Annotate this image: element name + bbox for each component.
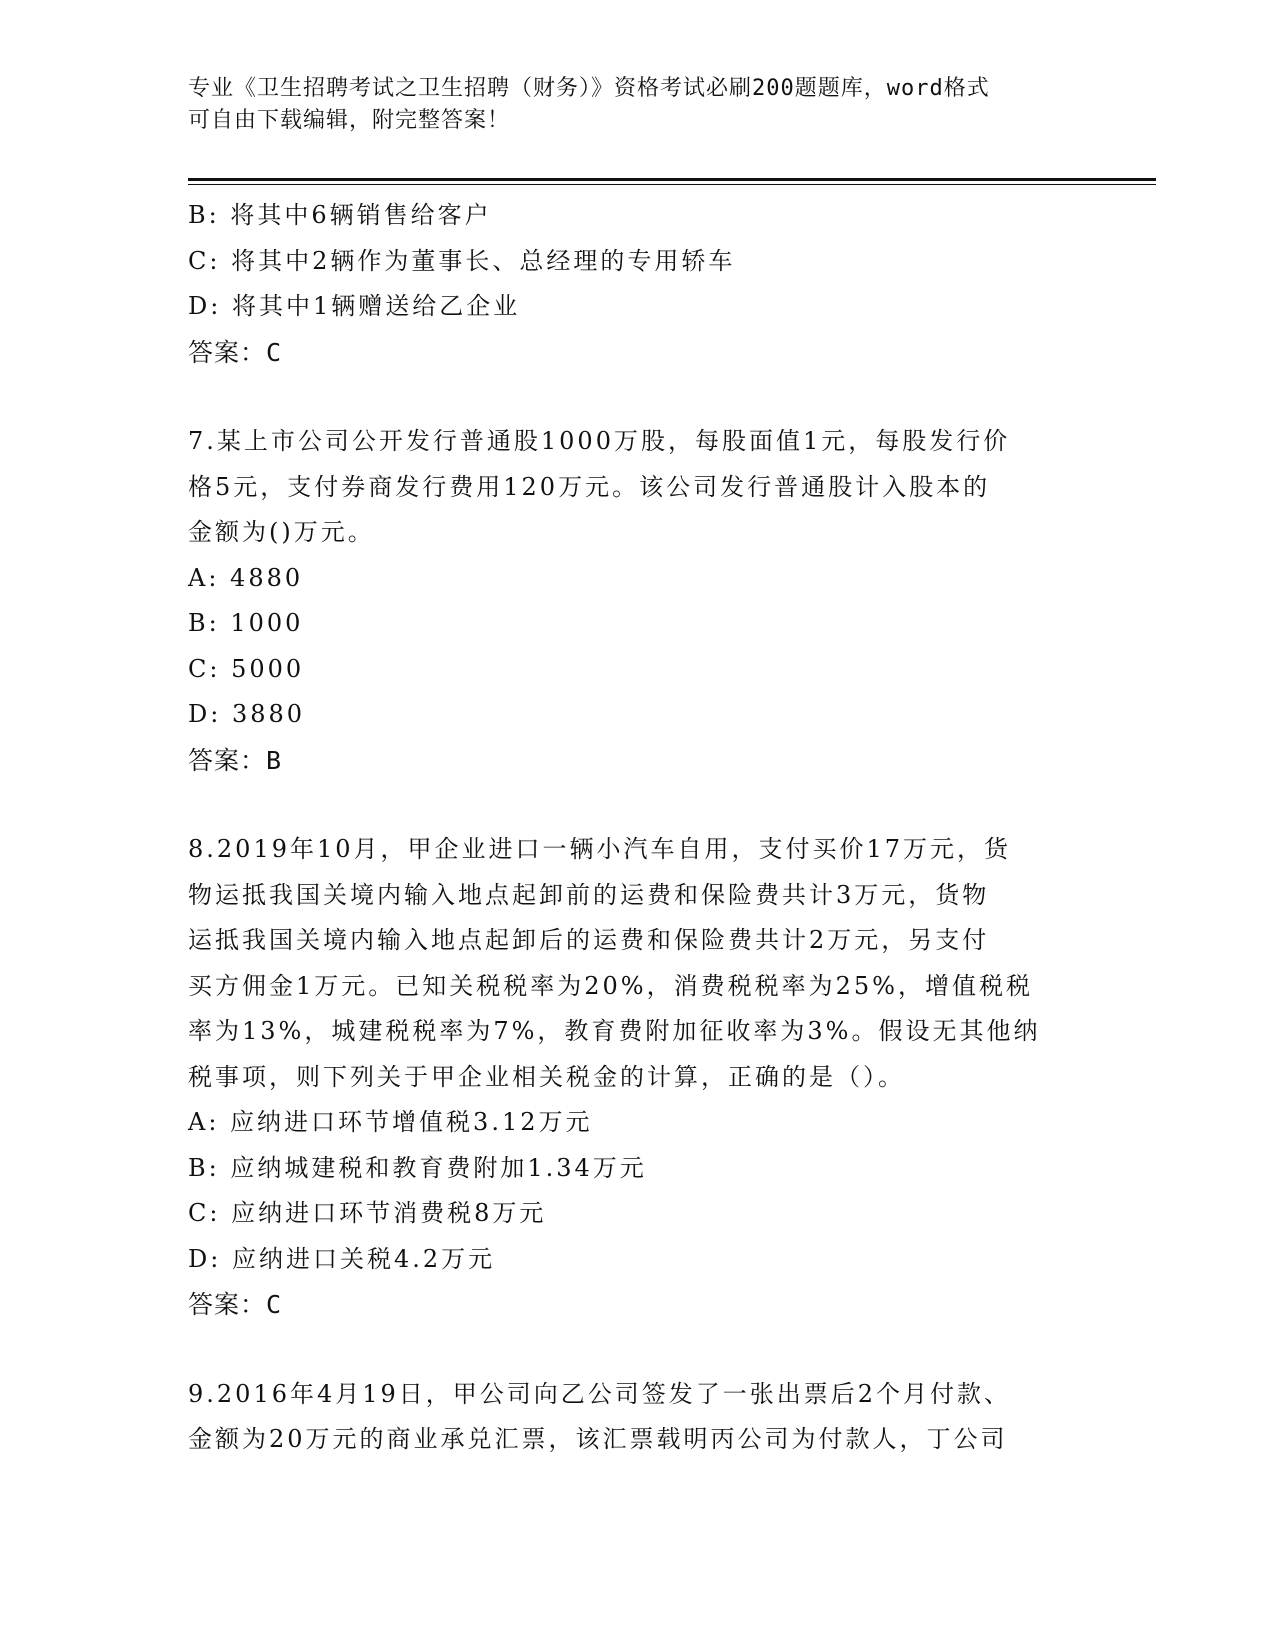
question-stem: 买方佣金1万元。已知关税税率为20%，消费税税率为25%，增值税税: [188, 971, 1033, 1000]
question-8: [188, 827, 1078, 1328]
question-stem: 9.2016年4月19日，甲公司向乙公司签发了一张出票后2个月付款、: [188, 1379, 1012, 1408]
spacer: [188, 783, 1078, 827]
header-line-1: 专业《卫生招聘考试之卫生招聘（财务）》资格考试必刷200题题库，word格式: [188, 76, 990, 101]
option-c: C: 应纳进口环节消费税8万元: [188, 1199, 547, 1227]
option-a: A: 应纳进口环节增值税3.12万元: [188, 1108, 593, 1136]
option-a: A: 4880: [188, 563, 304, 592]
question-stem: 税事项，则下列关于甲企业相关税金的计算，正确的是（）。: [188, 1062, 905, 1091]
option-d: D: 3880: [188, 700, 306, 728]
question-stem: 率为13%，城建税税率为7%，教育费附加征收率为3%。假设无其他纳: [188, 1017, 1041, 1045]
question-stem: 金额为20万元的商业承兑汇票，该汇票载明丙公司为付款人，丁公司: [188, 1425, 1008, 1453]
answer: 答案：C: [188, 1290, 283, 1319]
question-list: [188, 193, 1078, 1463]
option-b: B: 应纳城建税和教育费附加1.34万元: [188, 1153, 647, 1182]
document-header: [188, 73, 1068, 137]
question-stem: 运抵我国关境内输入地点起卸后的运费和保险费共计2万元，另支付: [188, 926, 990, 954]
option-b: B: 将其中6辆销售给客户: [188, 201, 492, 229]
option-d: D: 将其中1辆赠送给乙企业: [188, 292, 521, 320]
header-divider-thin: [188, 184, 1156, 185]
question-7: [188, 419, 1078, 783]
option-b: B: 1000: [188, 609, 304, 637]
question-9: [188, 1372, 1078, 1463]
option-c: C: 5000: [188, 654, 305, 683]
spacer: [188, 1328, 1078, 1372]
answer: 答案：C: [188, 337, 283, 367]
header-line-2: 可自由下载编辑，附完整答案！: [188, 108, 511, 133]
header-divider-thick: [188, 178, 1156, 181]
option-c: C: 将其中2辆作为董事长、总经理的专用轿车: [188, 246, 736, 275]
question-stem: 8.2019年10月，甲企业进口一辆小汽车自用，支付买价17万元，货: [188, 835, 1012, 863]
answer: 答案：B: [188, 745, 283, 775]
option-d: D: 应纳进口关税4.2万元: [188, 1244, 496, 1273]
question-stem: 7.某上市公司公开发行普通股1000万股，每股面值1元，每股发行价: [188, 427, 1011, 455]
question-6-tail: [188, 193, 1078, 375]
question-stem: 格5元，支付券商发行费用120万元。该公司发行普通股计入股本的: [188, 472, 991, 501]
spacer: [188, 375, 1078, 419]
question-stem: 物运抵我国关境内输入地点起卸前的运费和保险费共计3万元，货物: [188, 880, 990, 909]
question-stem: 金额为()万元。: [188, 518, 375, 546]
